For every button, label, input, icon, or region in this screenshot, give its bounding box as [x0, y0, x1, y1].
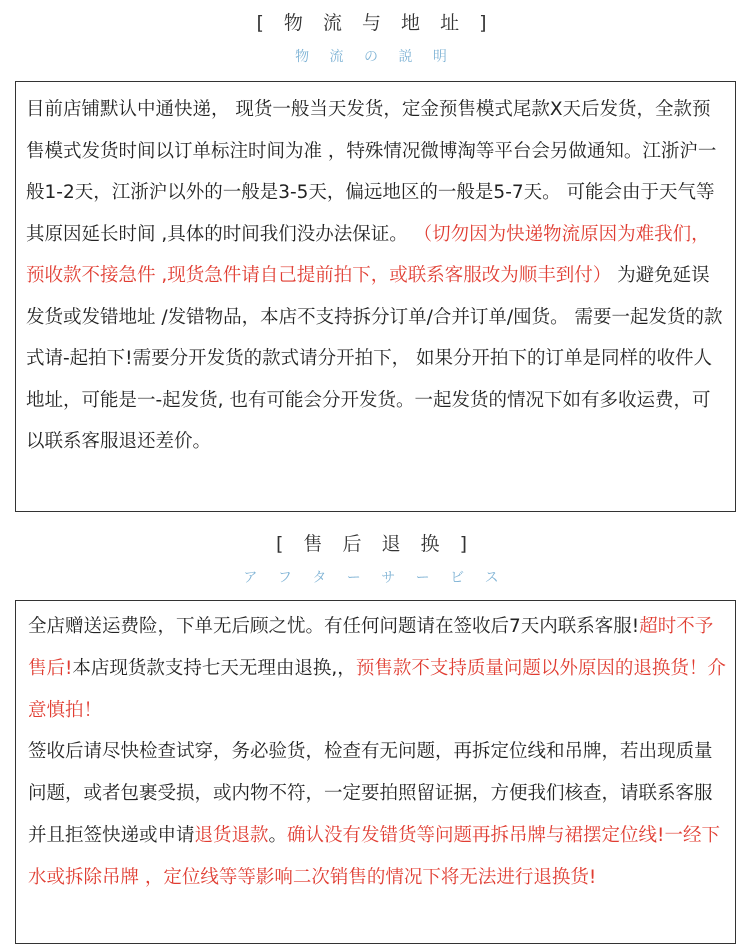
shipping-info-segment: 目前店铺默认中通快递， 现货一般当天发货，定金预售模式尾款X天后发货，全款预售模式发货时间以订单标注时间为准 ，特殊情况微博淘等平台会另做通知。江浙沪一般1-2天，江浙沪以外的一般是3-5天，偏远地区的一般是5-7天。 可能会由于天气等其原因延长时间 ,具体的时间我们没办法保证。 [26, 99, 717, 245]
after-sales-section-title: [ 售 后 退 换 ] [275, 533, 475, 555]
shipping-info-segment: 为避免延误发货或发错地址 /发错物品，本店不支持拆分订单/合并订单/囤货。 需要一起发货的款式请-起拍下!需要分开发货的款式请分开拍下， 如果分开拍下的订单是同样的收件人地址，可能是一-起发货, 也有可能会分开发货。一起发货的情况下如有多收运费，可以联系客服退还差价。 [26, 265, 723, 452]
after-sales-paragraph-2 [28, 731, 727, 898]
shipping-info-box [15, 81, 736, 512]
shipping-section-subtitle: 物 流 の 説 明 [295, 49, 455, 65]
after-sales-warning-text: 超时不予售后! [28, 616, 714, 679]
after-sales-segment: 本店现货款支持七天无理由退换,， [72, 657, 356, 679]
after-sales-section-subtitle: ア フ タ ー サ ー ビ ス [243, 570, 507, 586]
after-sales-warning-text: 预售款不支持质量问题以外原因的退换货！介意慎拍！ [28, 657, 726, 721]
after-sales-segment: 全店赠送运费险，下单无后顾之忧。有任何问题请在签收后7天内联系客服! [28, 616, 640, 637]
after-sales-segment: 。 [268, 824, 288, 846]
after-sales-segment: 签收后请尽快检查试穿，务必验货，检查有无问题，再拆定位线和吊牌，若出现质量问题，或者包裹受损，或内物不符，一定要拍照留证据，方便我们核查，请联系客服并且拒签快递或申请 [28, 741, 713, 846]
after-sales-info-box [15, 600, 736, 944]
after-sales-warning-text: 退货退款 [194, 824, 269, 846]
shipping-info-text [26, 89, 728, 463]
after-sales-paragraph-1 [28, 606, 727, 731]
shipping-section-title: [ 物 流 与 地 址 ] [256, 12, 494, 34]
after-sales-warning-text: 确认没有发错货等问题再拆吊牌与裙摆定位线!一经下水或拆除吊牌 ，定位线等等影响二次销售的情况下将无法进行退换货! [28, 824, 720, 888]
shipping-warning-text: （切勿因为快递物流原因为难我们，预收款不接急件 ,现货急件请自己提前拍下，或联系客服改为顺丰到付） [26, 223, 710, 286]
